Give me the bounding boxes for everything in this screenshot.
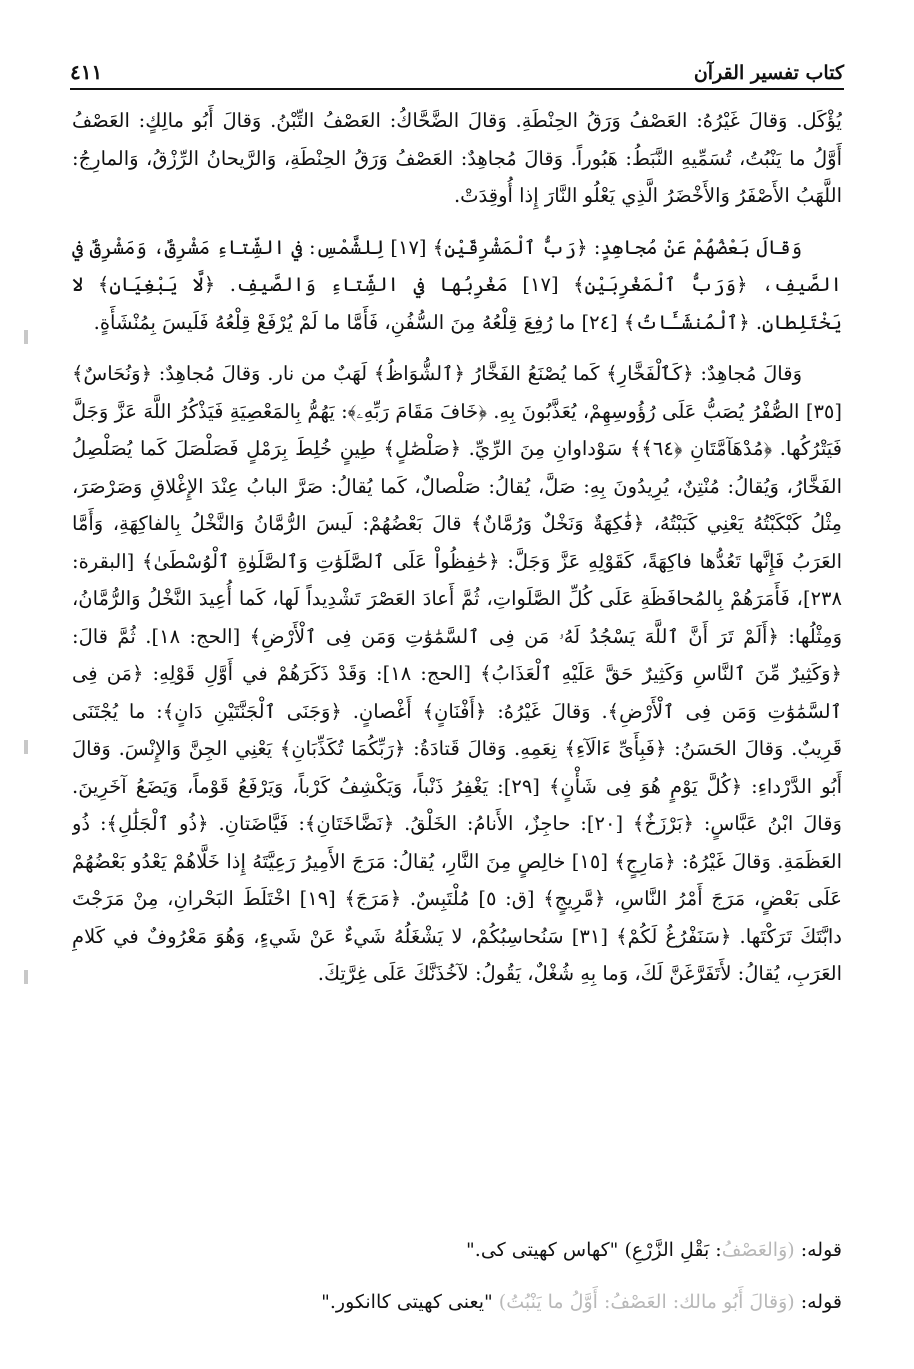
footnote-label: قوله: [794,1239,842,1261]
footnote-faded-quote: (وَقالَ أَبُو مالك: العَصْفُ: أَوَّلُ ما يَنْبُتُ) [498,1291,795,1313]
paragraph-3: وَقالَ مُجاهِدٌ: ﴿كَٱلْفَخَّارِ﴾ كَما يُصْنَعُ الفَخَّارُ ﴿ٱلشُّوَاظُ﴾ لَهَبٌ من نار. وَقالَ مُجاهِدٌ: ﴿وَنُحَاسٌ﴾ [٣٥] الصُّفْرُ يُصَبُّ عَلَى رُؤُوسِهِمْ، يُعَذَّبُونَ بِهِ. ﴿خَافَ مَقَامَ رَبِّهِۦ﴾: يَهُمُّ بِالمَعْصِيَةِ فَيَذْكُرُ اللَّهَ عَزَّ وَجَلَّ فَيَتْرُكُها. ﴿مُدْهَآمَّتَانِ ﴿٦٤﴾﴾ سَوْداوانِ مِنَ الرِّيِّ. ﴿صَلْصَٰلٍ﴾ طِينٍ خُلِطَ بِرَمْلٍ فَصَلْصَلَ كَما يُصَلْصِلُ الفَخَّارُ، وَيُقالُ: مُنْتِنٌ، يُرِيدُونَ بِهِ: صَلَّ، يُقالُ: صَلْصالٌ، كَما يُقالُ: صَرَّ البابُ عِنْدَ الإِغْلاقِ وَصَرْصَرَ، مِثْلُ كَبْكَبْتُهُ يَعْنِي كَبَبْتُهُ، ﴿فَٰكِهَةٌ وَنَخْلٌ وَرُمَّانٌ﴾ قالَ بَعْضُهُمْ: لَيسَ الرُّمَّانُ وَالنَّخْلُ بِالفاكِهَةِ، وَأَمَّا العَرَبُ فَإِنَّها تَعُدُّها فاكِهَةً، كَقَوْلِهِ عَزَّ وَجَلَّ: ﴿حَٰفِظُواْ عَلَى ٱلصَّلَوَٰتِ وَٱلصَّلَوٰةِ ٱلْوُسْطَىٰ﴾ [البقرة: ٢٣٨]، فَأَمَرَهُمْ بِالمُحافَظَةِ عَلَى كُلِّ الصَّلَواتِ، ثُمَّ أَعادَ العَصْرَ تَشْدِيداً لَها، كَما أُعِيدَ النَّخْلُ وَالرُّمَّانُ، وَمِثْلُها: ﴿أَلَمْ تَرَ أَنَّ ٱللَّهَ يَسْجُدُ لَهُۥ مَن فِى ٱلسَّمَٰوَٰتِ وَمَن فِى ٱلْأَرْضِ﴾ [الحج: ١٨]. ثُمَّ قالَ: ﴿وَكَثِيرٌ مِّنَ ٱلنَّاسِ وَكَثِيرٌ حَقَّ عَلَيْهِ ٱلْعَذَابُ﴾ [الحج: ١٨]: وَقَدْ ذَكَرَهُمْ في أَوَّلِ قَوْلِهِ: ﴿مَن فِى ٱلسَّمَٰوَٰتِ وَمَن فِى ٱلْأَرْضِ﴾. وَقالَ غَيْرُهُ: ﴿أَفْنَانٍ﴾ أَغْصانٍ. ﴿وَجَنَى ٱلْجَنَّتَيْنِ دَانٍ﴾: ما يُجْتَنَى قَرِيبٌ. وَقالَ الحَسَنُ: ﴿فَبِأَىِّ ءَالَآءِ﴾ نِعَمِهِ. وَقالَ قَتادَةُ: ﴿رَبِّكُمَا تُكَذِّبَانِ﴾ يَعْنِي الجِنَّ وَالإِنْسَ. وَقالَ أَبُو الدَّرْداءِ: ﴿كُلَّ يَوْمٍ هُوَ فِى شَأْنٍ﴾ [٢٩]: يَغْفِرُ ذَنْباً، وَيَكْشِفُ كَرْباً، وَيَرْفَعُ قَوْماً، وَيَضَعُ آخَرِينَ. وَقالَ ابْنُ عَبَّاسٍ: ﴿بَرْزَخٌ﴾ [٢٠]: حاجِزٌ، الأَنامُ: الخَلْقُ. ﴿نَضَّاخَتَانِ﴾: فَيَّاضَتانِ. ﴿ذُو ٱلْجَلَٰلِ﴾: ذُو العَظَمَةِ. وَقالَ غَيْرُهُ: ﴿مَارِجٍ﴾ [١٥] خالِصٍ مِنَ النَّارِ، يُقالُ: مَرَجَ الأَمِيرُ رَعِيَّتَهُ إِذا خَلَّاهُمْ يَعْدُو بَعْضُهُمْ عَلَى بَعْضٍ، مَرَجَ أَمْرُ النَّاسِ، ﴿مَّرِيجٍ﴾ [ق: ٥] مُلْتَبِسٌ. ﴿مَرَجَ﴾ [١٩] اخْتَلَطَ البَحْرانِ، مِنْ مَرَجْتَ دابَّتَكَ تَرَكْتَها. ﴿سَنَفْرُغُ لَكُمْ﴾ [٣١] سَنُحاسِبُكُمْ، لا يَشْغَلُهُ شَيءٌ عَنْ شَيءٍ، وَهُوَ مَعْرُوفٌ في كَلامِ العَرَبِ، يُقالُ: لأَتَفَرَّغَنَّ لَكَ، وَما بِهِ شُغْلٌ، يَقُولُ: لآخُذَنَّكَ عَلَى غِرَّتِكَ. [72,362,842,985]
margin-mark [24,330,28,344]
footnote-2 [130,1287,842,1317]
footnote-label: قوله: [794,1291,842,1313]
footnote-1 [130,1235,842,1265]
margin-mark [24,740,28,754]
book-title: كتاب تفسير القرآن [693,62,844,84]
footnotes [130,1225,842,1345]
page-header [70,52,844,90]
main-text [72,102,842,1212]
footnote-text: : بَقْلِ الزَّرْعِ) "كهاس كهيتى كى." [466,1239,722,1261]
footnote-faded-quote: (وَالعَصْفُ [721,1239,795,1261]
footnote-text: "يعنى كهيتى كاانكور." [321,1291,499,1313]
paragraph-2: وَقالَ بَعْضُهُمْ عَنْ مُجاهِدٍ: ﴿رَبُّ ٱلْمَشْرِقَيْنِ﴾ [١٧] لِلشَّمْسِ: في الشِّتاءِ مَشْرِقٌ، وَمَشْرِقٌ في الصَّيفِ، ﴿وَرَبُّ ٱلْمَغْرِبَيْنِ﴾ [١٧] مَغْرِبُها في الشِّتاءِ وَالصَّيفِ. ﴿لَّا يَبْغِيَانِ﴾ لا يَخْتَلِطانِ. ﴿ٱلْمُنشَـَٔاتُ﴾ [٢٤] ما رُفِعَ قِلْعُهُ مِنَ السُّفُنِ، فَأَمَّا ما لَمْ يُرْفَعْ قِلْعُهُ فَلَيسَ بِمُنْشَأَةٍ. [72,235,842,334]
paragraph-1: يُؤْكَل. وَقالَ غَيْرُهُ: العَصْفُ وَرَقُ الحِنْطَةِ. وَقالَ الضَّحَّاكُ: العَصْفُ التِّبْنُ. وَقالَ أَبُو مالِكٍ: العَصْفُ أَوَّلُ ما يَنْبُتُ، تُسَمِّيهِ النَّبَطُ: هَبُوراً. وَقالَ مُجاهِدٌ: العَصْفُ وَرَقُ الحِنْطَةِ، وَالرَّيحانُ الرِّزْقُ، وَالمارِجُ: اللَّهَبُ الأَصْفَرُ وَالأَخْضَرُ الَّذِي يَعْلُو النَّارَ إِذا أُوقِدَتْ. [72,109,842,207]
margin-mark [24,970,28,984]
page-number: ٤١١ [70,60,103,84]
